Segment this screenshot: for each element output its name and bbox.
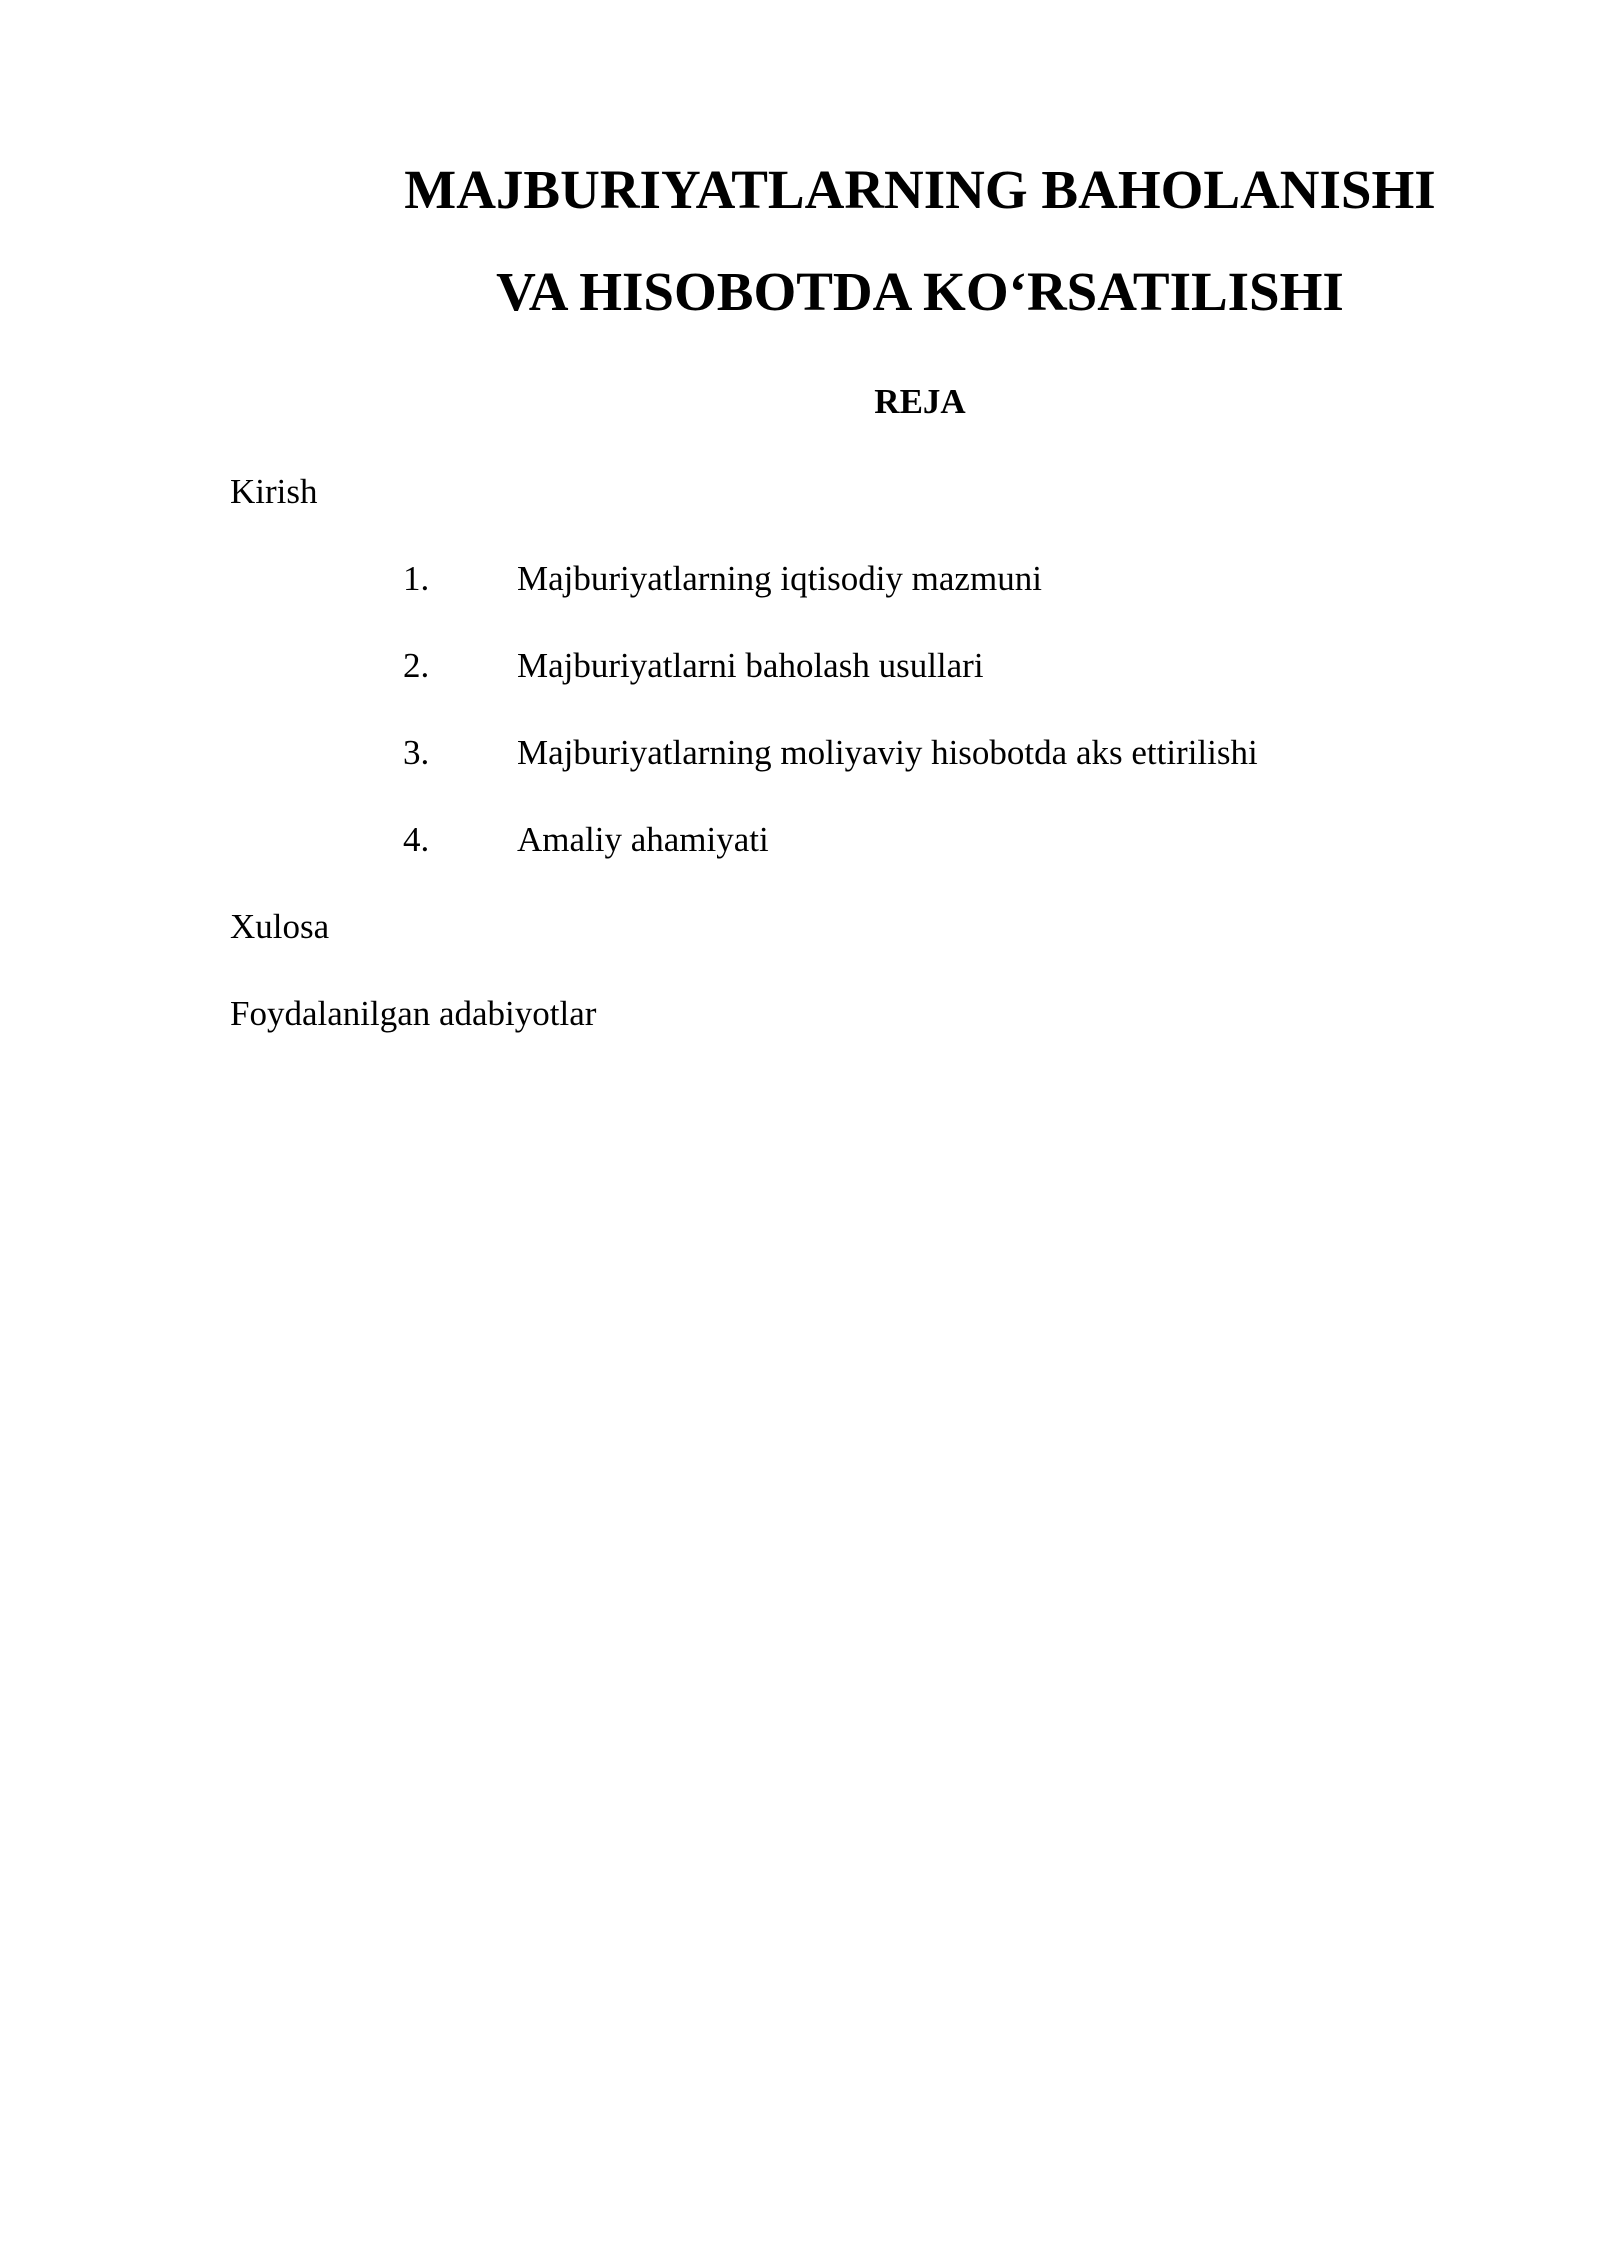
- intro-item: Kirish: [230, 472, 318, 511]
- conclusion-item: Xulosa: [230, 907, 330, 946]
- plan-heading: REJA: [874, 382, 966, 421]
- references-item: Foydalanilgan adabiyotlar: [230, 994, 597, 1033]
- plan-item-text: Majburiyatlarning moliyaviy hisobotda aks ettirilishi: [517, 733, 1258, 772]
- document-title-line-2: VA HISOBOTDA KO‘RSATILISHI: [496, 261, 1344, 322]
- plan-item-number: 2.: [403, 646, 430, 685]
- document-title-line-1: MAJBURIYATLARNING BAHOLANISHI: [404, 159, 1436, 220]
- plan-item-number: 4.: [403, 820, 430, 859]
- plan-item-text: Majburiyatlarning iqtisodiy mazmuni: [517, 559, 1042, 598]
- plan-item-number: 1.: [403, 559, 430, 598]
- plan-item-number: 3.: [403, 733, 430, 772]
- plan-item-text: Majburiyatlarni baholash usullari: [517, 646, 984, 685]
- plan-item-text: Amaliy ahamiyati: [517, 820, 769, 859]
